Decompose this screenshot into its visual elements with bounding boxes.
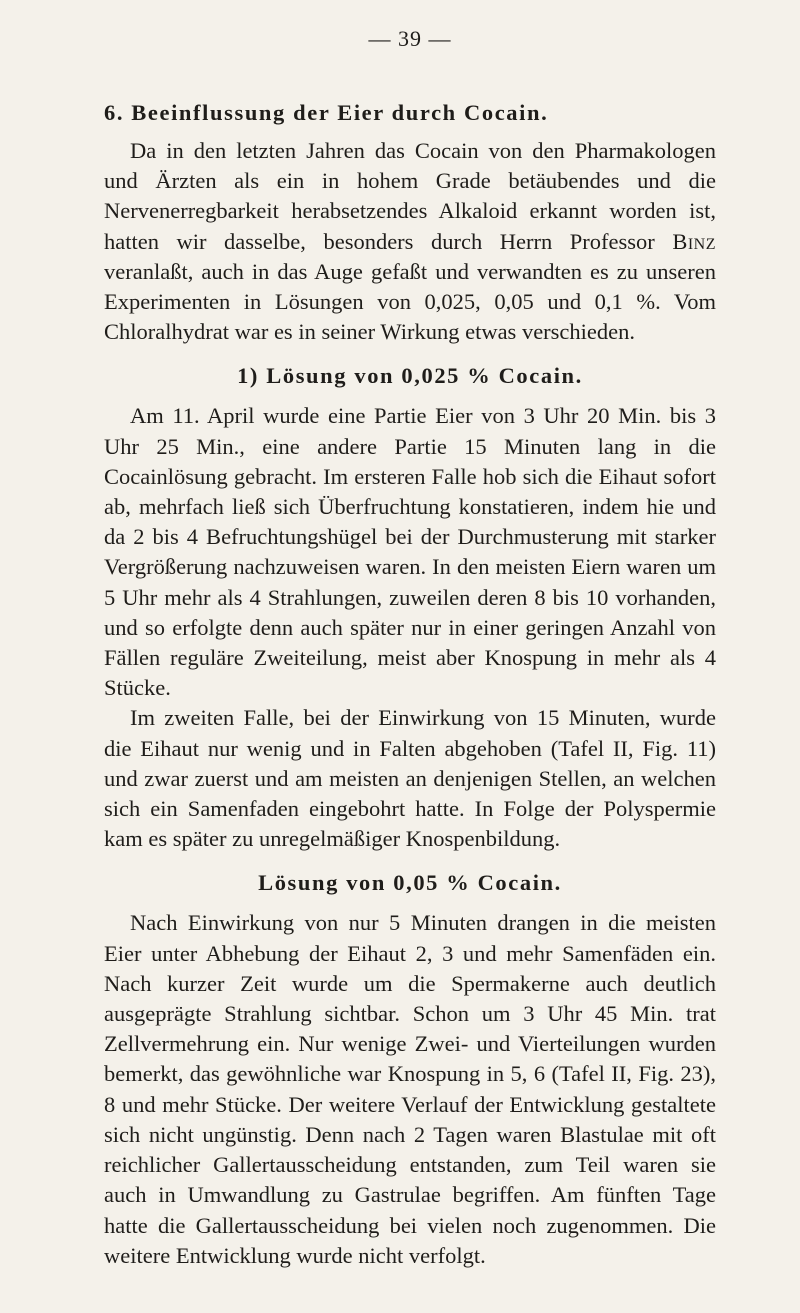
page-number: — 39 — xyxy=(368,26,452,51)
subsection-heading-2: Lösung von 0,05 % Cocain. xyxy=(258,870,562,896)
paragraph: Nach Einwirkung von nur 5 Minuten drangen in die meisten Eier unter Abhebung der Eihaut 2, 3 und mehr Samenfäden ein. Nach kurzer Zeit wurde um die Spermakerne auch deutlich ausgeprägte Strahlung sichtbar. Schon um 3 Uhr 45 Min. trat Zellvermehrung ein. Nur wenige Zwei- und Vierteilungen wurden bemerkt, das gewöhnliche war Knospung in 5, 6 (Tafel II, Fig. 23), 8 und mehr Stücke. Der weitere Verlauf der Entwicklung gestaltete sich nicht ungünstig. Denn nach 2 Tagen waren Blastulae mit oft reichlicher Gallertausscheidung entstanden, zum Teil waren sie auch in Umwandlung zu Gastrulae begriffen. Am fünften Tage hatte die Gallertausscheidung bei vielen noch zugenommen. Die weitere Entwicklung wurde nicht verfolgt. xyxy=(104,910,716,1268)
paragraph: Im zweiten Falle, bei der Einwirkung von 15 Minuten, wurde die Eihaut nur wenig und in Falten abgehoben (Tafel II, Fig. 11) und zwar zuerst und am meisten an denjenigen Stellen, an welchen sich ein Samenfaden eingebohrt hatte. In Folge der Polyspermie kam es später zu unregelmäßiger Knospenbildung. xyxy=(104,705,716,852)
intro-text-part2: veranlaßt, auch in das Auge gefaßt und verwandten es zu unseren Experimenten in Lösungen von 0,025, 0,05 und 0,1 %. Vom Chloralhydrat war es in seiner Wirkung etwas verschieden. xyxy=(104,258,716,345)
paragraph: Am 11. April wurde eine Partie Eier von 3 Uhr 20 Min. bis 3 Uhr 25 Min., eine andere Partie 15 Minuten lang in die Cocainlösung gebracht. Im ersteren Falle hob sich die Eihaut sofort ab, mehrfach ließ sich Überfruchtung konstatieren, indem hie und da 2 bis 4 Befruchtungshügel bei der Durchmusterung mit starker Vergrößerung nachzuweisen waren. In den meisten Eiern waren um 5 Uhr mehr als 4 Strahlungen, zuweilen deren 8 bis 10 vorhanden, und so erfolgte denn auch später nur in einer geringen Anzahl von Fällen reguläre Zweiteilung, meist aber Knospung in mehr als 4 Stücke. xyxy=(104,403,716,701)
section-heading: 6. Beeinflussung der Eier durch Cocain. xyxy=(104,100,549,125)
subsection-heading-1: 1) Lösung von 0,025 % Cocain. xyxy=(237,363,583,389)
intro-text-part1: Da in den letzten Jahren das Cocain von den Pharmakologen und Ärzten als ein in hohem Grade betäubendes und die Nervenerregbarkeit herabsetzendes Alkaloid erkannt worden ist, hatten wir dasselbe, besonders durch Herrn Professor xyxy=(104,138,716,254)
author-name: Binz xyxy=(672,228,716,254)
intro-paragraph xyxy=(104,136,716,347)
